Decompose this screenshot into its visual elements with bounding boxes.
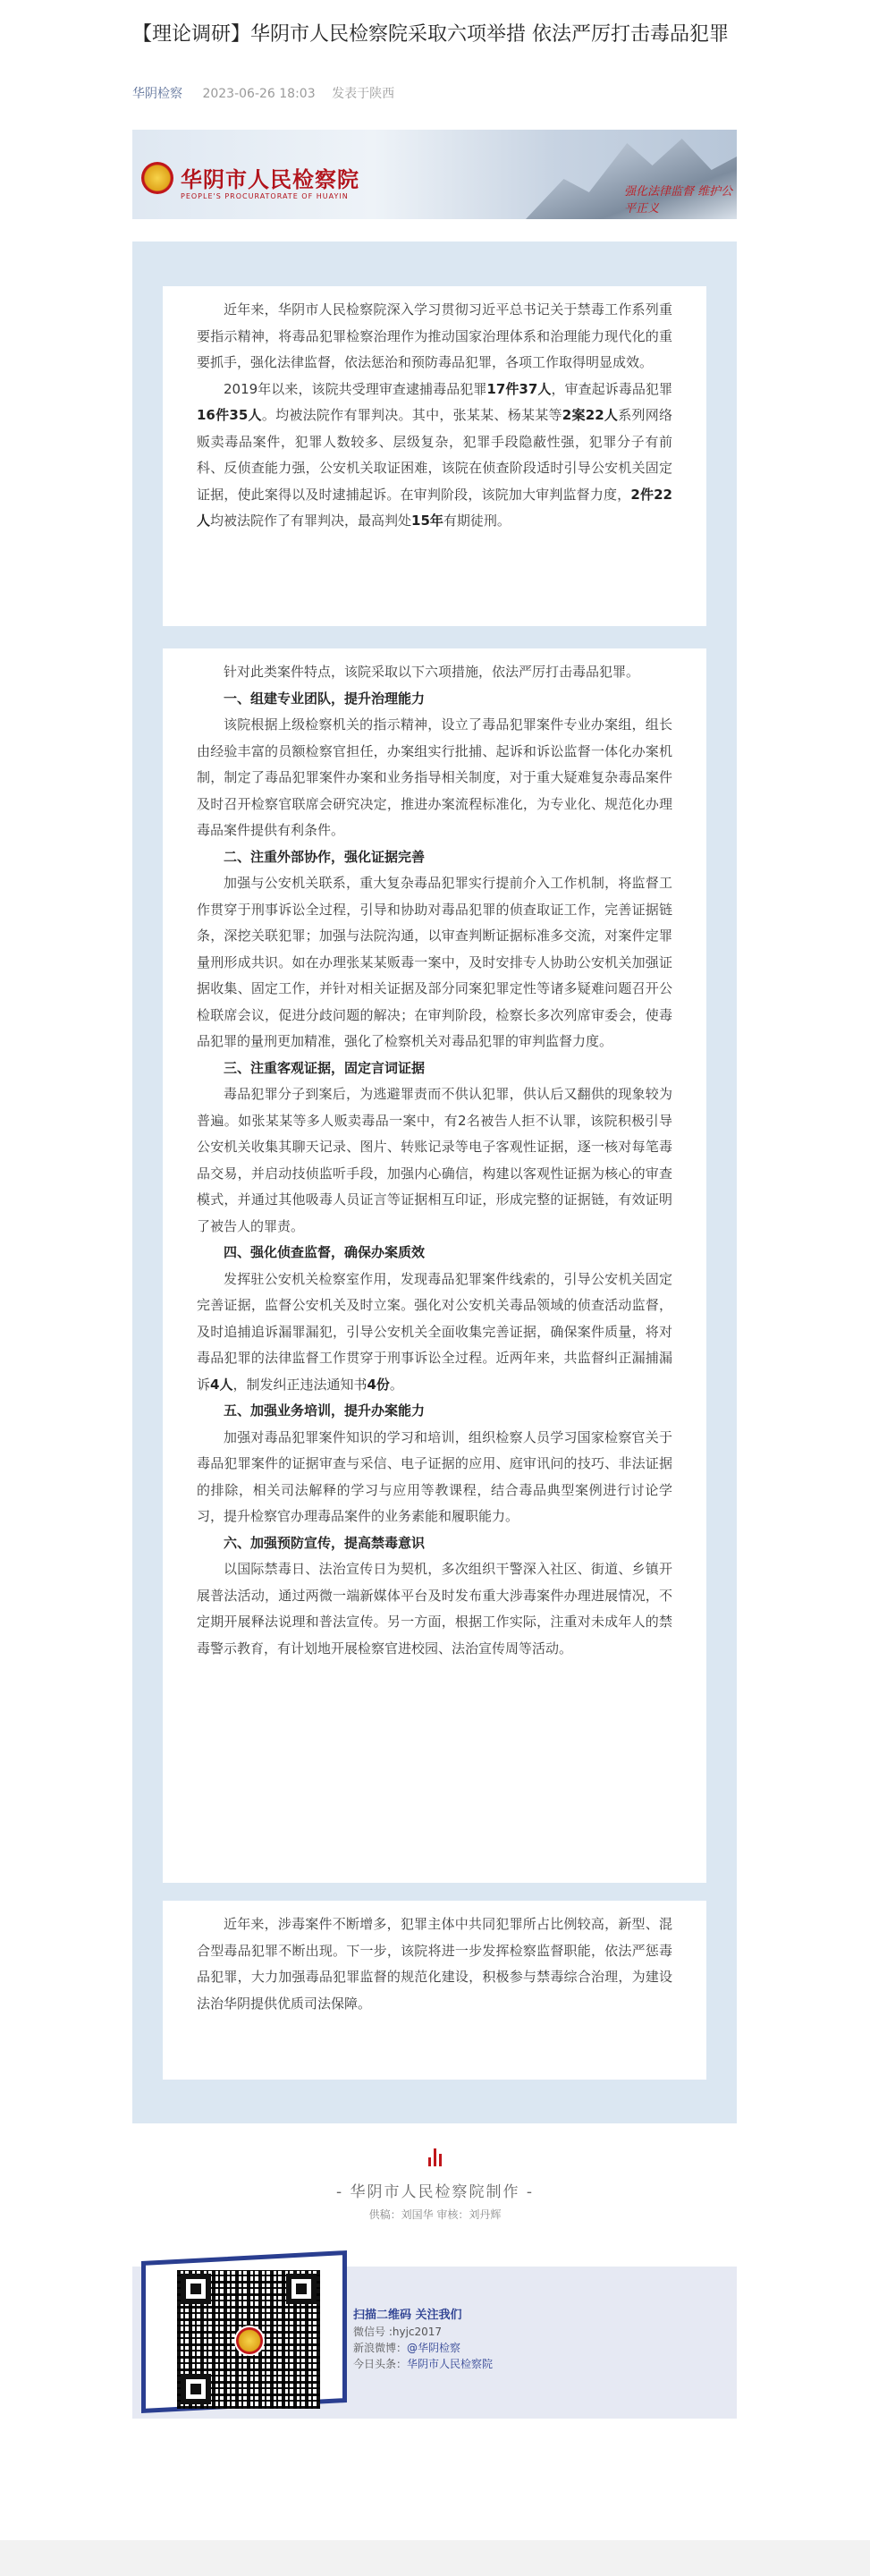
measures-lead: 针对此类案件特点，该院采取以下六项措施，依法严厉打击毒品犯罪。 bbox=[224, 664, 640, 680]
footer-credit: 供稿：刘国华 审核：刘丹辉 bbox=[368, 2208, 502, 2221]
measure-heading-6: 六、加强预防宣传，提高禁毒意识 bbox=[224, 1534, 426, 1551]
banner-name-en: PEOPLE'S PROCURATORATE OF HUAYIN bbox=[181, 192, 349, 200]
follow-info bbox=[353, 2308, 493, 2372]
wechat-id: 微信号 :hyjc2017 bbox=[353, 2326, 443, 2338]
closing-card bbox=[163, 1901, 706, 2080]
measure-heading-1: 一、组建专业团队，提升治理能力 bbox=[224, 690, 426, 707]
intro-paragraph-2: 2019年以来，该院共受理审查逮捕毒品犯罪17件37人，审查起诉毒品犯罪16件35人。均被法院作有罪判决。其中，张某某、杨某某等2案22人系列网络贩卖毒品案件，犯罪人数较多、层级复杂，犯罪手段隐蔽性强，犯罪分子有前科、反侦查能力强，公安机关取证困难，该院在侦查阶段适时引导公安机关固定证据，使此案得以及时逮捕起诉。在审判阶段，该院加大审判监督力度，2件22人均被法院作了有罪判决，最高判处15年有期徒刑。 bbox=[197, 380, 672, 529]
intro-card bbox=[163, 286, 706, 626]
closing-paragraph: 近年来，涉毒案件不断增多，犯罪主体中共同犯罪所占比例较高，新型、混合型毒品犯罪不断出现。下一步，该院将进一步发挥检察监督职能，依法严惩毒品犯罪，大力加强毒品犯罪监督的规范化建设，积极参与禁毒综合治理，为建设法治华阴提供优质司法保障。 bbox=[197, 1916, 672, 2012]
publish-datetime: 2023-06-26 18:03 bbox=[202, 87, 316, 101]
weibo-link[interactable]: @华阴检察 bbox=[407, 2342, 461, 2354]
qr-finder-icon bbox=[181, 2274, 211, 2304]
banner-slogan: 强化法律监督 维护公平正义 bbox=[624, 185, 733, 216]
measure-paragraph-1: 该院根据上级检察机关的指示精神，设立了毒品犯罪案件专业办案组，组长由经验丰富的员额检察官担任，办案组实行批捕、起诉和诉讼监督一体化办案机制，制定了毒品犯罪案件办案和业务指导相关制度，对于重大疑难复杂毒品案件及时召开检察官联席会研究决定，推进办案流程标准化，为专业化、规范化办理毒品案件提供有利条件。 bbox=[197, 716, 672, 838]
measure-heading-5: 五、加强业务培训，提升办案能力 bbox=[224, 1402, 426, 1419]
banner-name-cn: 华阴市人民检察院 bbox=[181, 166, 359, 192]
measure-paragraph-3: 毒品犯罪分子到案后，为逃避罪责而不供认犯罪，供认后又翻供的现象较为普遍。如张某某等多人贩卖毒品一案中，有2名被告人拒不认罪，该院积极引导公安机关收集其聊天记录、图片、转账记录等电子客观性证据，逐一核对每笔毒品交易，并启动技侦监听手段，加强内心确信，构建以客观性证据为核心的审查模式，并通过其他吸毒人员证言等证据相互印证，形成完整的证据链，有效证明了被告人的罪责。 bbox=[197, 1086, 672, 1234]
measure-paragraph-2: 加强与公安机关联系，重大复杂毒品犯罪实行提前介入工作机制，将监督工作贯穿于刑事诉讼全过程，引导和协助对毒品犯罪的侦查取证工作，完善证据链条，深挖关联犯罪；加强与法院沟通，以审查判断证据标准多交流，对案件定罪量刑形成共识。如在办理张某某贩毒一案中，及时安排专人协助公安机关加强证据收集、固定工作，并针对相关证据及部分同案犯罪定性等诸多疑难问题召开公检联席会议，促进分歧问题的解决；在审判阶段，检察长多次列席审委会，使毒品犯罪的量刑更加精准，强化了检察机关对毒品犯罪的审判监督力度。 bbox=[197, 875, 672, 1049]
article-title: 【理论调研】华阴市人民检察院采取六项举措 依法严厉打击毒品犯罪 bbox=[132, 23, 729, 46]
publish-location: 发表于陕西 bbox=[332, 87, 395, 101]
procuratorate-emblem-icon bbox=[141, 162, 173, 194]
measures-card bbox=[163, 648, 706, 1883]
article-meta bbox=[132, 84, 407, 102]
measure-heading-4: 四、强化侦查监督，确保办案质效 bbox=[224, 1244, 426, 1260]
measure-paragraph-6: 以国际禁毒日、法治宣传日为契机，多次组织干警深入社区、街道、乡镇开展普法活动，通过两微一端新媒体平台及时发布重大涉毒案件办理进展情况，不定期开展释法说理和普法宣传。另一方面，根据工作实际，注重对未成年人的禁毒警示教育，有计划地开展检察官进校园、法治宣传周等活动。 bbox=[197, 1561, 672, 1657]
weibo-line: 新浪微博：@华阴检察 bbox=[353, 2342, 461, 2354]
toutiao-line: 今日头条：华阴市人民检察院 bbox=[353, 2358, 494, 2370]
header-banner bbox=[132, 130, 737, 219]
qr-finder-icon bbox=[181, 2374, 211, 2404]
measure-heading-2: 二、注重外部协作，强化证据完善 bbox=[224, 848, 426, 865]
footer-title: - 华阴市人民检察院制作 - bbox=[335, 2183, 535, 2201]
measure-paragraph-4: 发挥驻公安机关检察室作用，发现毒品犯罪案件线索的，引导公安机关固定完善证据，监督公安机关及时立案。强化对公安机关毒品领域的侦查活动监督，及时追捕追诉漏罪漏犯，引导公安机关全面收集完善证据，确保案件质量，将对毒品犯罪的法律监督工作贯穿于刑事诉讼全过程。近两年来，共监督纠正漏捕漏诉4人，制发纠正违法通知书4份。 bbox=[197, 1270, 672, 1393]
measure-paragraph-5: 加强对毒品犯罪案件知识的学习和培训，组织检察人员学习国家检察官关于毒品犯罪案件的证据审查与采信、电子证据的应用、庭审讯问的技巧、非法证据的排除，相关司法解释的学习与应用等教课程，结合毒品典型案例进行讨论学习，提升检察官办理毒品案件的业务素能和履职能力。 bbox=[197, 1428, 672, 1524]
bar-chart-icon bbox=[427, 2147, 444, 2166]
intro-paragraph-1: 近年来，华阴市人民检察院深入学习贯彻习近平总书记关于禁毒工作系列重要指示精神，将毒品犯罪检察治理作为推动国家治理体系和治理能力现代化的重要抓手，强化法律监督，依法惩治和预防毒品犯罪，各项工作取得明显成效。 bbox=[197, 301, 672, 370]
account-name-link[interactable]: 华阴检察 bbox=[132, 87, 182, 101]
qr-finder-icon bbox=[286, 2274, 317, 2304]
toutiao-link[interactable]: 华阴市人民检察院 bbox=[407, 2358, 494, 2370]
qr-center-emblem-icon bbox=[234, 2326, 265, 2356]
scan-prompt: 扫描二维码 关注我们 bbox=[353, 2309, 462, 2322]
measure-heading-3: 三、注重客观证据，固定言词证据 bbox=[224, 1059, 426, 1076]
bottom-bar bbox=[0, 2540, 870, 2576]
